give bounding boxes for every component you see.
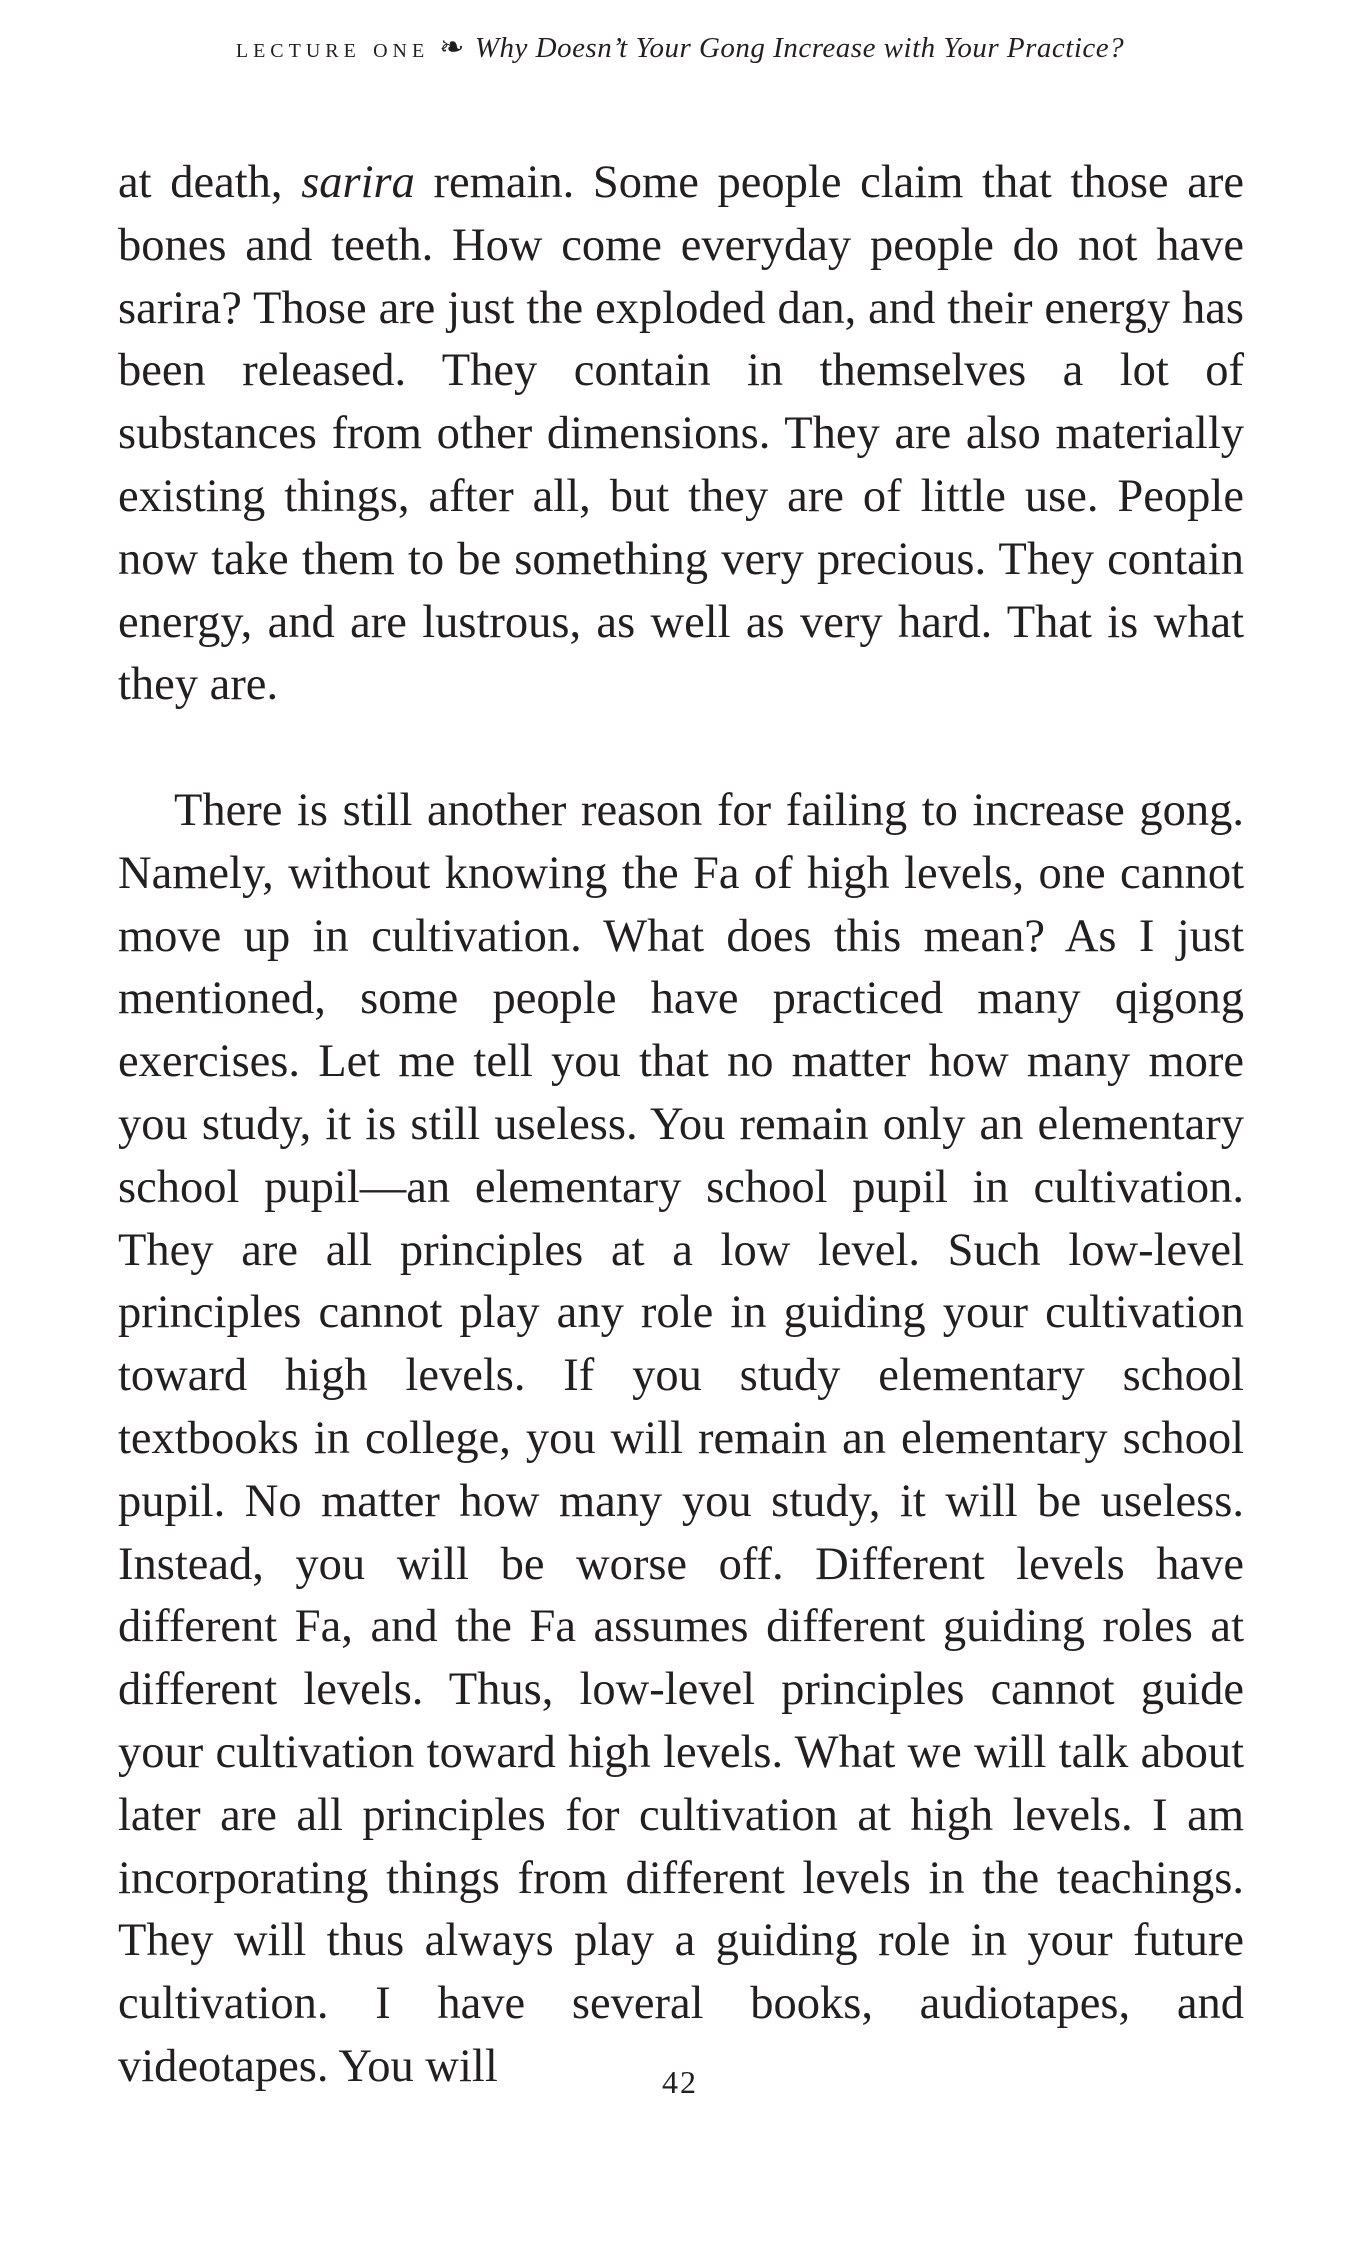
paragraph-2: There is still another reason for failing to increase gong. Namely, without knowing the Fa of high levels, one cannot move up in cultivation. What does this mean? As I just mentioned, some people have practiced many qigong exercises. Let me tell you that no matter how many more you study, it is still useless. You remain only an elementary school pupil—an elementary school pupil in cultivation. They are all principles at a low level. Such low-level principles cannot play any role in guiding your cultivation toward high levels. If you study elementary school textbooks in college, you will remain an elementary school pupil. No matter how many you study, it will be useless. Instead, you will be worse off. Different levels have different Fa, and the Fa assumes different guiding roles at different levels. Thus, low-level principles cannot guide your cultivation toward high levels. What we will talk about later are all principles for cultivation at high levels. I am incorporating things from different levels in the teachings. They will thus always play a guiding role in your future cultivation. I have several books, audiotapes, and videotapes. You will <box>118 784 1244 2092</box>
page-number: 42 <box>662 2064 698 2100</box>
paragraph-continued <box>118 152 1244 717</box>
italic-term-sarira: sarira <box>301 157 415 208</box>
fleuron-icon: ❧ <box>439 31 465 64</box>
header-chapter-title: Why Doesn’t Your Gong Increase with Your Practice? <box>474 32 1125 64</box>
running-header <box>0 28 1360 68</box>
header-section-label: lecture one <box>235 32 430 64</box>
paragraph-1-rest: remain. Some people claim that those are bones and teeth. How come everyday people do not have sarira? Those are just the exploded dan, and their energy has been released. They contain in themselves a lot of substances from other dimensions. They are also materially existing things, after all, but they are of little use. People now take them to be something very precious. They contain energy, and are lustrous, as well as very hard. That is what they are. <box>118 157 1244 711</box>
body-text <box>118 152 1244 2099</box>
paragraph-1-lead: at death, <box>118 157 302 208</box>
